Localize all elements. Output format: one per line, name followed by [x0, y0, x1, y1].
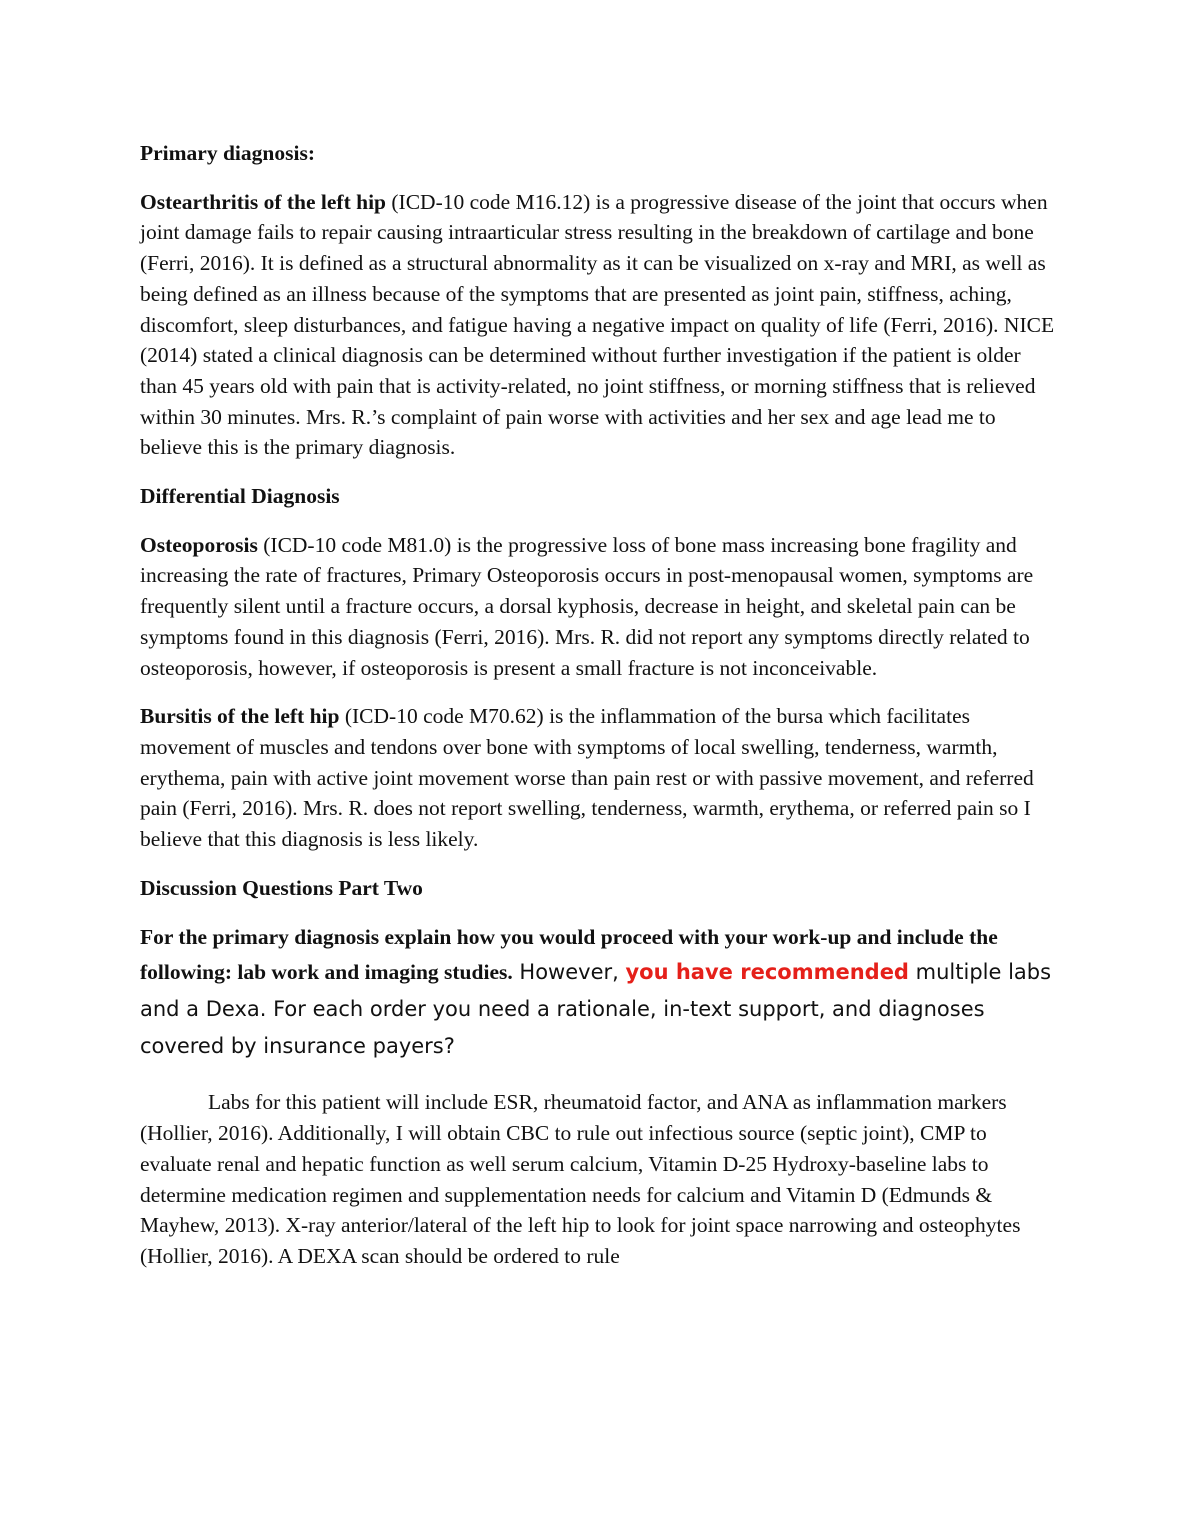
osteoporosis-term: Osteoporosis [140, 532, 258, 557]
primary-diagnosis-heading: Primary diagnosis: [140, 141, 315, 165]
bursitis-text: (ICD-10 code M70.62) is the inflammation of the bursa which facilitates movement of muscles and tendons over bone with symptoms of local swelling, tenderness, warmth, erythema, pain with active joint movement worse than pain rest or with passive movement, and referred pain (Ferri, 2016). Mrs. R. does not report swelling, tenderness, warmth, erythema, or referred pain so I believe that this diagnosis is less likely. [140, 704, 1034, 852]
primary-diagnosis-paragraph [140, 187, 1055, 463]
differential-diagnosis-heading: Differential Diagnosis [140, 484, 340, 509]
feedback-highlight: you have recommended [625, 960, 909, 985]
primary-diagnosis-text: (ICD-10 code M16.12) is a progressive disease of the joint that occurs when joint damage fails to repair causing intraarticular stress resulting in the breakdown of cartilage and bone (Ferri, 2016). It is defined as a structural abnormality as it can be visualized on x-ray and MRI, as well as being defined as an illness because of the symptoms that are presented as joint pain, stiffness, aching, discomfort, sleep disturbances, and fatigue having a negative impact on quality of life (Ferri, 2016). NICE (2014) stated a clinical diagnosis can be determined without further investigation if the patient is older than 45 years old with pain that is activity-related, no joint stiffness, or morning stiffness that is relieved within 30 minutes. Mrs. R.’s complaint of pain worse with activities and her sex and age lead me to believe this is the primary diagnosis. [140, 189, 1055, 460]
bursitis-paragraph [140, 701, 1055, 855]
discussion-prompt [140, 921, 1055, 1065]
feedback-lead: However, [512, 960, 626, 985]
primary-diagnosis-term: Ostearthritis of the left hip [140, 189, 387, 214]
feedback-rest: multiple labs and a Dexa. For each order you need a rationale, in-text support, and diagnoses covered by insurance payers? [140, 960, 1052, 1059]
labs-paragraph: Labs for this patient will include ESR, rheumatoid factor, and ANA as inflammation markers (Hollier, 2016). Additionally, I will obtain CBC to rule out infectious source (septic joint), CMP to evaluate renal and hepatic function as well serum calcium, Vitamin D-25 Hydroxy-baseline labs to determine medication regimen and supplementation needs for calcium and Vitamin D (Edmunds & Mayhew, 2013). X-ray anterior/lateral of the left hip to look for joint space narrowing and osteophytes (Hollier, 2016). A DEXA scan should be ordered to rule [140, 1090, 1021, 1268]
bursitis-term: Bursitis of the left hip [140, 704, 340, 729]
osteoporosis-text: (ICD-10 code M81.0) is the progressive loss of bone mass increasing bone fragility and increasing the rate of fractures, Primary Osteoporosis occurs in post-menopausal women, symptoms are frequently silent until a fracture occurs, a dorsal kyphosis, decrease in height, and skeletal pain can be symptoms found in this diagnosis (Ferri, 2016). Mrs. R. did not report any symptoms directly related to osteoporosis, however, if osteoporosis is present a small fracture is not inconceivable. [140, 532, 1034, 680]
discussion-questions-heading: Discussion Questions Part Two [140, 875, 423, 900]
prompt-question: For the primary diagnosis explain how you would proceed with your work-up and include the following: lab work and imaging studies. [140, 925, 998, 985]
osteoporosis-paragraph [140, 530, 1055, 684]
document-page [140, 138, 1055, 1290]
